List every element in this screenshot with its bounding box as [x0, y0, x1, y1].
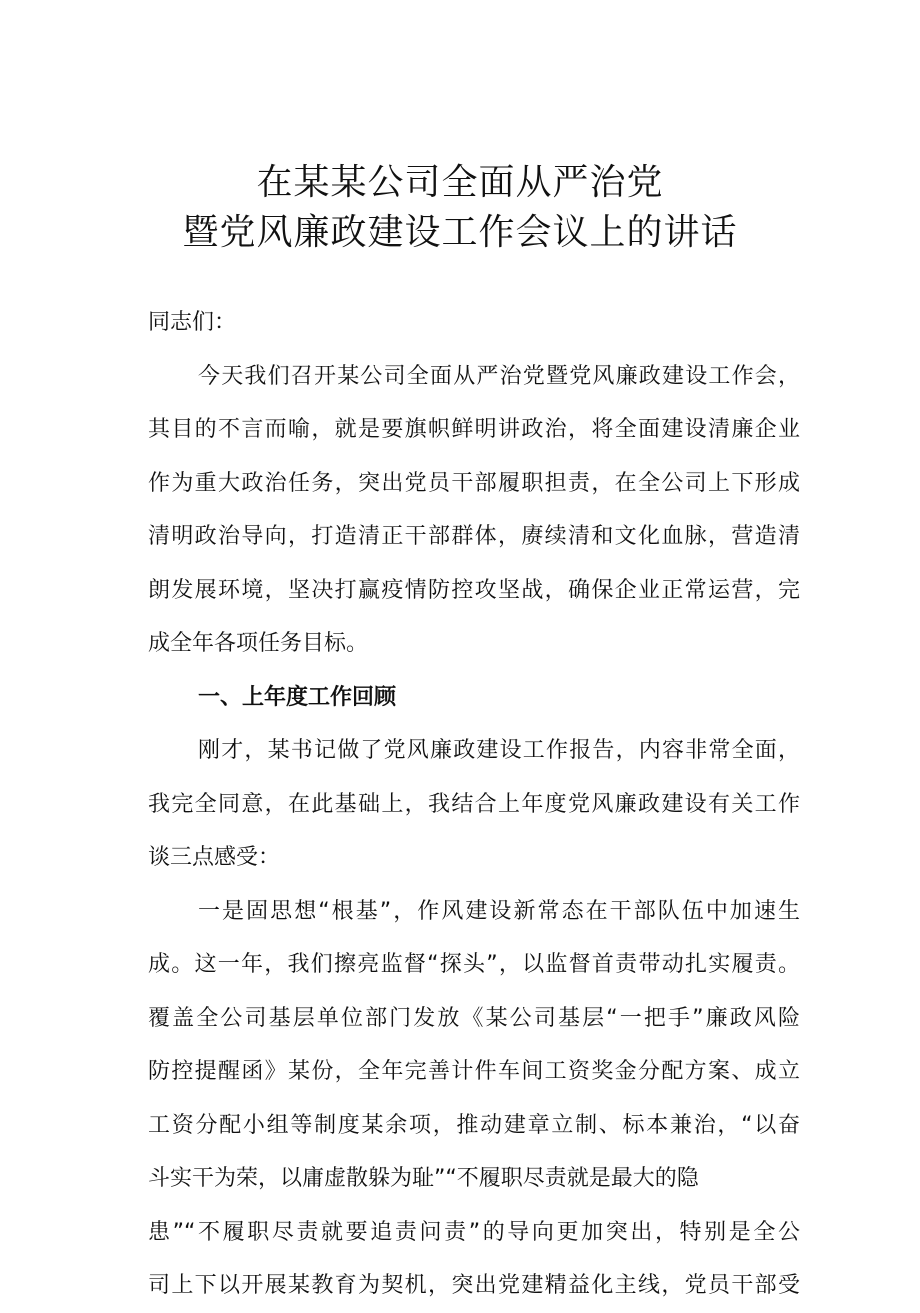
title-line-2: 暨党风廉政建设工作会议上的讲话	[182, 212, 738, 253]
paragraph-3-line: 司上下以开展某教育为契机，突出党建精益化主线，党员干部受	[148, 1273, 800, 1298]
paragraph-3-line: 斗实干为荣，以庸虚散躲为耻”“不履职尽责就是最大的隐	[148, 1166, 699, 1191]
paragraph-2-line: 刚才，某书记做了党风廉政建设工作报告，内容非常全面，	[198, 738, 800, 763]
paragraph-3-line: 成。这一年，我们擦亮监督“探头”，以监督首责带动扎实履责。	[148, 952, 800, 977]
paragraph-3-line: 患”“不履职尽责就要追责问责”的导向更加突出，特别是全公	[148, 1219, 800, 1245]
document-title	[0, 158, 920, 258]
paragraph-1-line: 作为重大政治任务，突出党员干部履职担责，在全公司上下形成	[148, 470, 800, 496]
paragraph-3-line: 覆盖全公司基层单位部门发放《某公司基层“一把手”廉政风险	[148, 1005, 800, 1031]
paragraph-1-line: 朗发展环境，坚决打赢疫情防控攻坚战，确保企业正常运营，完	[148, 577, 800, 603]
paragraph-3-line: 防控提醒函》某份，全年完善计件车间工资奖金分配方案、成立	[148, 1059, 800, 1084]
paragraph-1-line: 其目的不言而喻，就是要旗帜鲜明讲政治，将全面建设清廉企业	[148, 417, 800, 442]
title-line-1: 在某某公司全面从严治党	[256, 162, 664, 203]
paragraph-1-line: 成全年各项任务目标。	[148, 631, 369, 656]
section-heading: 一、上年度工作回顾	[198, 684, 397, 710]
document-body	[148, 296, 800, 1313]
paragraph-3-line: 工资分配小组等制度某余项，推动建章立制、标本兼治，“以奋	[148, 1112, 800, 1138]
paragraph-2-line: 我完全同意，在此基础上，我结合上年度党风廉政建设有关工作	[148, 791, 800, 817]
paragraph-2-line: 谈三点感受：	[148, 845, 281, 870]
salutation: 同志们：	[148, 310, 237, 335]
paragraph-3-line: 一是固思想“根基”，作风建设新常态在干部队伍中加速生	[198, 898, 800, 924]
paragraph-1-line: 清明政治导向，打造清正干部群体，赓续清和文化血脉，营造清	[148, 524, 800, 549]
paragraph-1-line: 今天我们召开某公司全面从严治党暨党风廉政建设工作会，	[198, 363, 800, 389]
